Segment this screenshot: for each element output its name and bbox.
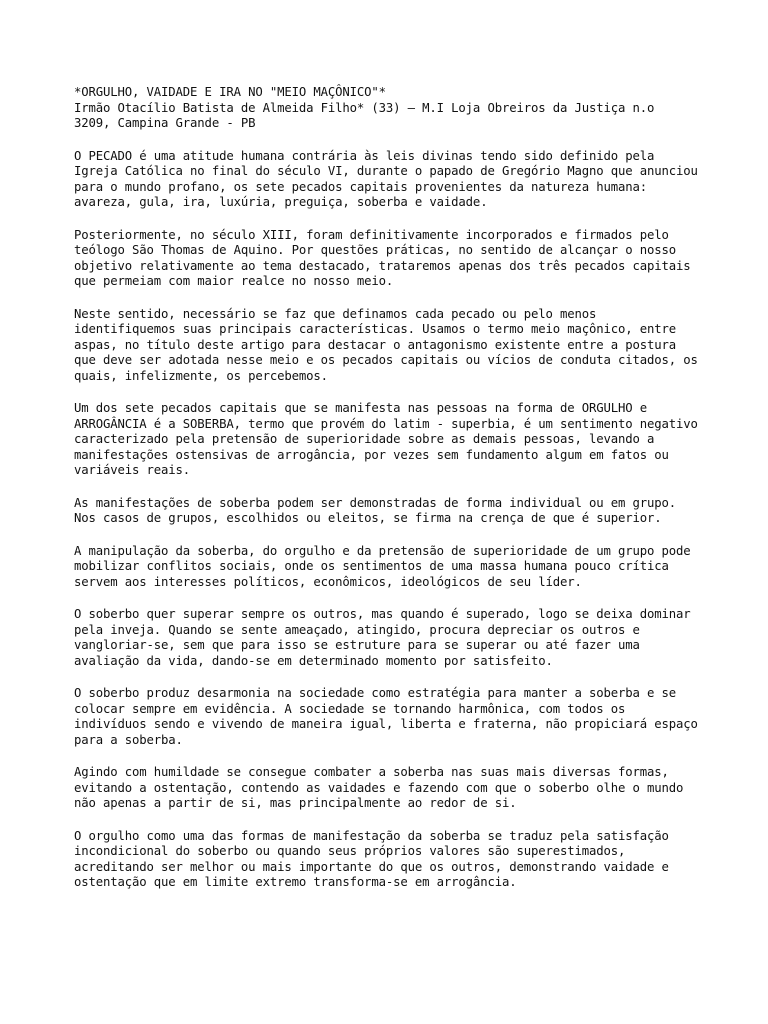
paragraph: O orgulho como uma das formas de manifestação da soberba se traduz pela satisfação incondicional do soberbo ou quando seus próprios valores são superestimados, acreditando ser melhor ou mais importante do que os outros, demonstrando vaidade e ostentação que em limite extremo transforma-se em arrogância. [74, 828, 669, 889]
paragraph: Posteriormente, no século XIII, foram definitivamente incorporados e firmados pelo teólogo São Thomas de Aquino. Por questões práticas, no sentido de alcançar o nosso objetivo relativamente ao tema destacado, trataremos apenas dos três pecados capitais que permeiam com maior realce no nosso meio. [74, 227, 691, 288]
author-location-line: 3209, Campina Grande - PB [74, 116, 256, 130]
author-line: Irmão Otacílio Batista de Almeida Filho* (33) – M.I Loja Obreiros da Justiça n.o [74, 100, 655, 115]
document-title: *ORGULHO, VAIDADE E IRA NO "MEIO MAÇÔNICO"* [74, 85, 386, 99]
paragraph: Neste sentido, necessário se faz que definamos cada pecado ou pelo menos identifiquemos suas principais características. Usamos o termo meio maçônico, entre aspas, no título deste artigo para destacar o antagonismo existente entre a postura que deve ser adotada nesse meio e os pecados capitais ou vícios de conduta citados, os quais, infelizmente, os percebemos. [74, 306, 698, 383]
paragraph: O PECADO é uma atitude humana contrária às leis divinas tendo sido definido pela Igreja Católica no final do século VI, durante o papado de Gregório Magno que anunciou para o mundo profano, os sete pecados capitais provenientes da natureza humana: avareza, gula, ira, luxúria, preguiça, soberba e vaidade. [74, 148, 698, 209]
document-header [74, 85, 704, 132]
paragraph: O soberbo produz desarmonia na sociedade como estratégia para manter a soberba e se colocar sempre em evidência. A sociedade se tornando harmônica, com todos os indivíduos sendo e vivendo de maneira igual, liberta e fraterna, não propiciará espaço para a soberba. [74, 686, 698, 747]
paragraph: Agindo com humildade se consegue combater a soberba nas suas mais diversas formas, evitando a ostentação, contendo as vaidades e fazendo com que o soberbo olhe o mundo não apenas a partir de si, mas principalmente ao redor de si. [74, 765, 684, 810]
document-body [74, 85, 704, 908]
paragraph: O soberbo quer superar sempre os outros, mas quando é superado, logo se deixa dominar pela inveja. Quando se sente ameaçado, atingido, procura depreciar os outros e vangloriar-se, sem que para isso se estruture para se superar ou até fazer uma avaliação da vida, dando-se em determinado momento por satisfeito. [74, 607, 691, 668]
paragraph: Um dos sete pecados capitais que se manifesta nas pessoas na forma de ORGULHO e ARROGÂNCIA é a SOBERBA, termo que provém do latim - superbia, é um sentimento negativo caracterizado pela pretensão de superioridade sobre as demais pessoas, levando a manifestações ostensivas de arrogância, por vezes sem fundamento algum em fatos ou variáveis reais. [74, 401, 698, 477]
paragraph: As manifestações de soberba podem ser demonstradas de forma individual ou em grupo. Nos casos de grupos, escolhidos ou eleitos, se firma na crença de que é superior. [74, 495, 677, 525]
paragraph: A manipulação da soberba, do orgulho e da pretensão de superioridade de um grupo pode mobilizar conflitos sociais, onde os sentimentos de uma massa humana pouco crítica servem aos interesses políticos, econômicos, ideológicos de seu líder. [74, 543, 691, 589]
